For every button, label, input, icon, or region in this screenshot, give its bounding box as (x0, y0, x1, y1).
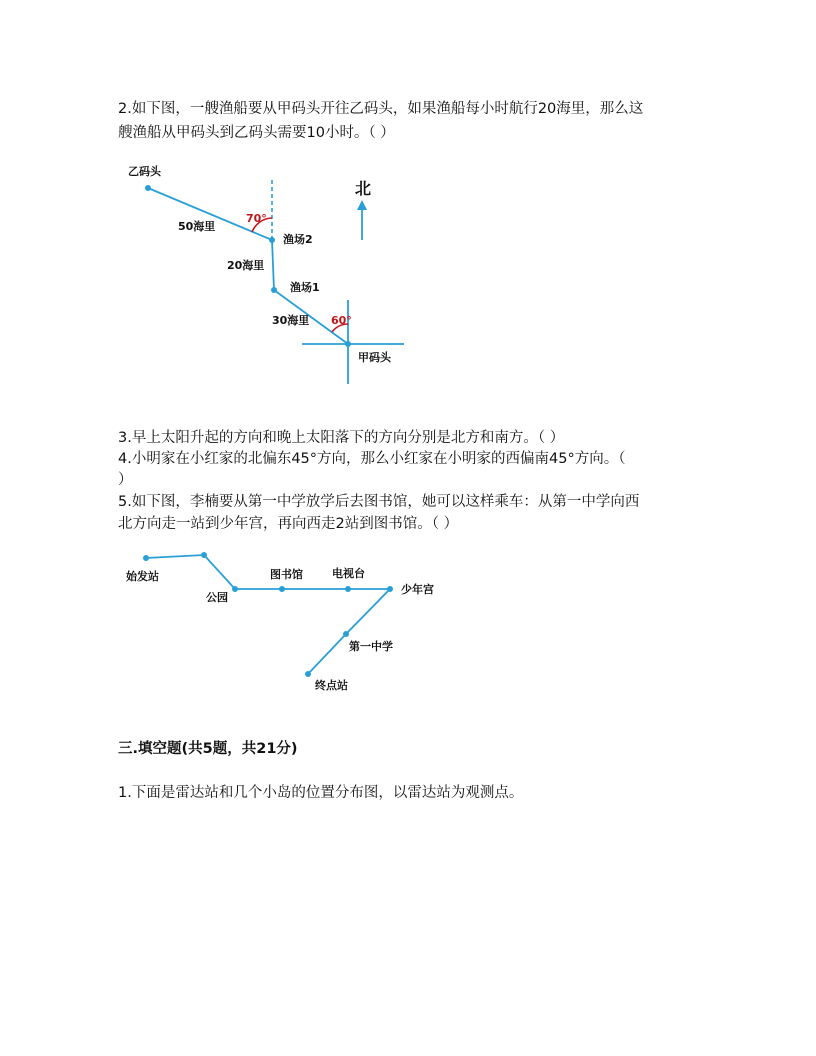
youth-palace-point (387, 586, 393, 592)
yi-dock-point (145, 185, 151, 191)
fill-q1-text: 1.下面是雷达站和几个小岛的位置分布图，以雷达站为观测点。 (118, 785, 524, 801)
angle-70-label: 70° (246, 212, 267, 225)
bend-point (201, 552, 207, 558)
school-label: 第一中学 (349, 640, 393, 653)
fishery1-label: 渔场1 (290, 281, 320, 294)
park-label: 公园 (206, 591, 228, 604)
tv-station-point (345, 586, 351, 592)
q4-text-line1: 4.小明家在小红家的北偏东45°方向，那么小红家在小明家的西偏南45°方向。（ (118, 451, 626, 467)
angle-60-label: 60° (331, 314, 352, 327)
q2-text-line2: 艘渔船从甲码头到乙码头需要10小时。（ ） (118, 125, 395, 141)
section-3-title: 三.填空题(共5题，共21分) (118, 741, 298, 757)
yi-dock-label: 乙码头 (128, 165, 161, 178)
park-point (232, 586, 238, 592)
dist-30-label: 30海里 (272, 314, 310, 327)
fishery2-label: 渔场2 (283, 233, 313, 246)
library-point (279, 586, 285, 592)
terminal-point (305, 671, 311, 677)
start-station-point (143, 555, 149, 561)
q4-text-line2: ） (118, 472, 133, 488)
route-fishery2-to-fishery1 (272, 240, 274, 290)
library-label: 图书馆 (270, 568, 303, 581)
north-label: 北 (355, 179, 372, 198)
north-arrow-head (357, 200, 367, 210)
fishery1-point (271, 287, 277, 293)
fishery2-point (269, 237, 275, 243)
jia-dock-label: 甲码头 (358, 351, 391, 364)
q5-text-line2: 北方向走一站到少年宫，再向西走2站到图书馆。（ ） (118, 516, 459, 532)
dist-50-label: 50海里 (178, 220, 216, 233)
dist-20-label: 20海里 (227, 259, 265, 272)
q3-text: 3.早上太阳升起的方向和晚上太阳落下的方向分别是北方和南方。（ ） (118, 430, 565, 446)
terminal-label: 终点站 (315, 679, 348, 692)
youth-palace-label: 少年宫 (401, 583, 434, 596)
school-point (343, 631, 349, 637)
tv-station-label: 电视台 (332, 567, 365, 580)
q5-text-line1: 5.如下图，李楠要从第一中学放学后去图书馆，她可以这样乘车：从第一中学向西 (118, 494, 640, 510)
jia-dock-point (345, 341, 351, 347)
start-station-label: 始发站 (126, 570, 159, 583)
q2-text-line1: 2.如下图，一艘渔船要从甲码头开往乙码头，如果渔船每小时航行20海里，那么这 (118, 101, 644, 117)
